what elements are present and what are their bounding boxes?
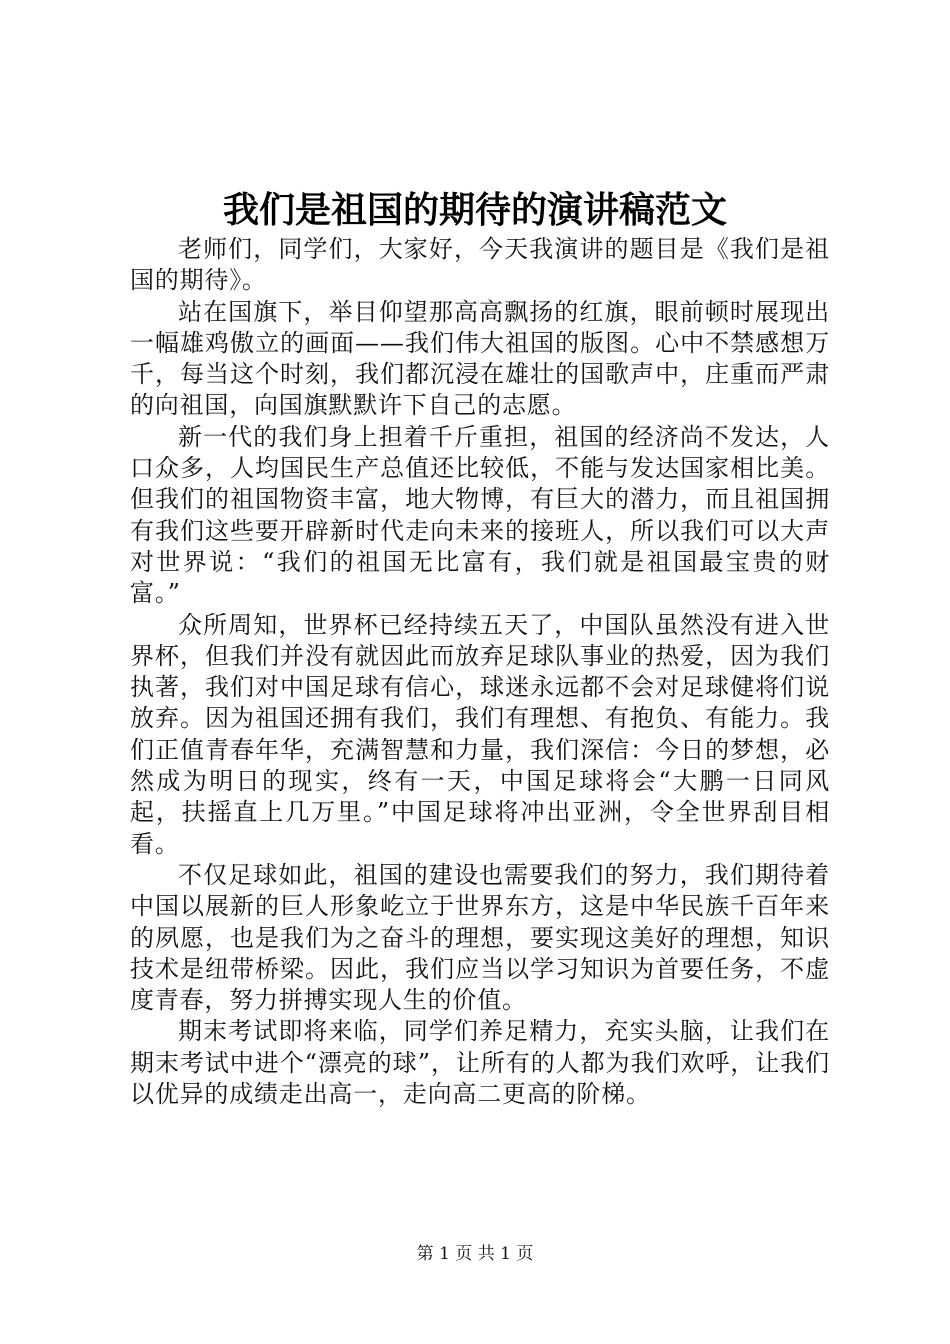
page-number-footer: 第 1 页 共 1 页: [416, 1244, 534, 1264]
document-body: [130, 234, 830, 1110]
page-title: 我们是祖国的期待的演讲稿范文: [222, 189, 727, 231]
paragraph: 不仅足球如此，祖国的建设也需要我们的努力，我们期待着中国以展新的巨人形象屹立于世界东方，这是中华民族千百年来的夙愿，也是我们为之奋斗的理想，要实现这美好的理想，知识技术是纽带桥梁。因此，我们应当以学习知识为首要任务，不虚度青春，努力拼搏实现人生的价值。: [130, 860, 830, 1015]
paragraph: 站在国旗下，举目仰望那高高飘扬的红旗，眼前顿时展现出一幅雄鸡傲立的画面——我们伟大祖国的版图。心中不禁感想万千，每当这个时刻，我们都沉浸在雄壮的国歌声中，庄重而严肃的向祖国，向国旗默默许下自己的志愿。: [130, 297, 830, 420]
paragraph: 新一代的我们身上担着千斤重担，祖国的经济尚不发达，人口众多，人均国民生产总值还比较低，不能与发达国家相比美。但我们的祖国物资丰富，地大物博，有巨大的潜力，而且祖国拥有我们这些要开辟新时代走向未来的接班人，所以我们可以大声对世界说：“我们的祖国无比富有，我们就是祖国最宝贵的财富。”: [130, 422, 830, 608]
paragraph: 老师们，同学们，大家好，今天我演讲的题目是《我们是祖国的期待》。: [130, 235, 830, 295]
paragraph: 众所周知，世界杯已经持续五天了，中国队虽然没有进入世界杯，但我们并没有就因此而放弃足球队事业的热爱，因为我们执著，我们对中国足球有信心，球迷永远都不会对足球健将们说放弃。因为祖国还拥有我们，我们有理想、有抱负、有能力。我们正值青春年华，充满智慧和力量，我们深信：今日的梦想，必然成为明日的现实，终有一天，中国足球将会“大鹏一日同风起，扶摇直上几万里。”中国足球将冲出亚洲，令全世界刮目相看。: [130, 610, 830, 858]
paragraph: 期末考试即将来临，同学们养足精力，充实头脑，让我们在期末考试中进个“漂亮的球”，让所有的人都为我们欢呼，让我们以优异的成绩走出高一，走向高二更高的阶梯。: [130, 1017, 830, 1109]
